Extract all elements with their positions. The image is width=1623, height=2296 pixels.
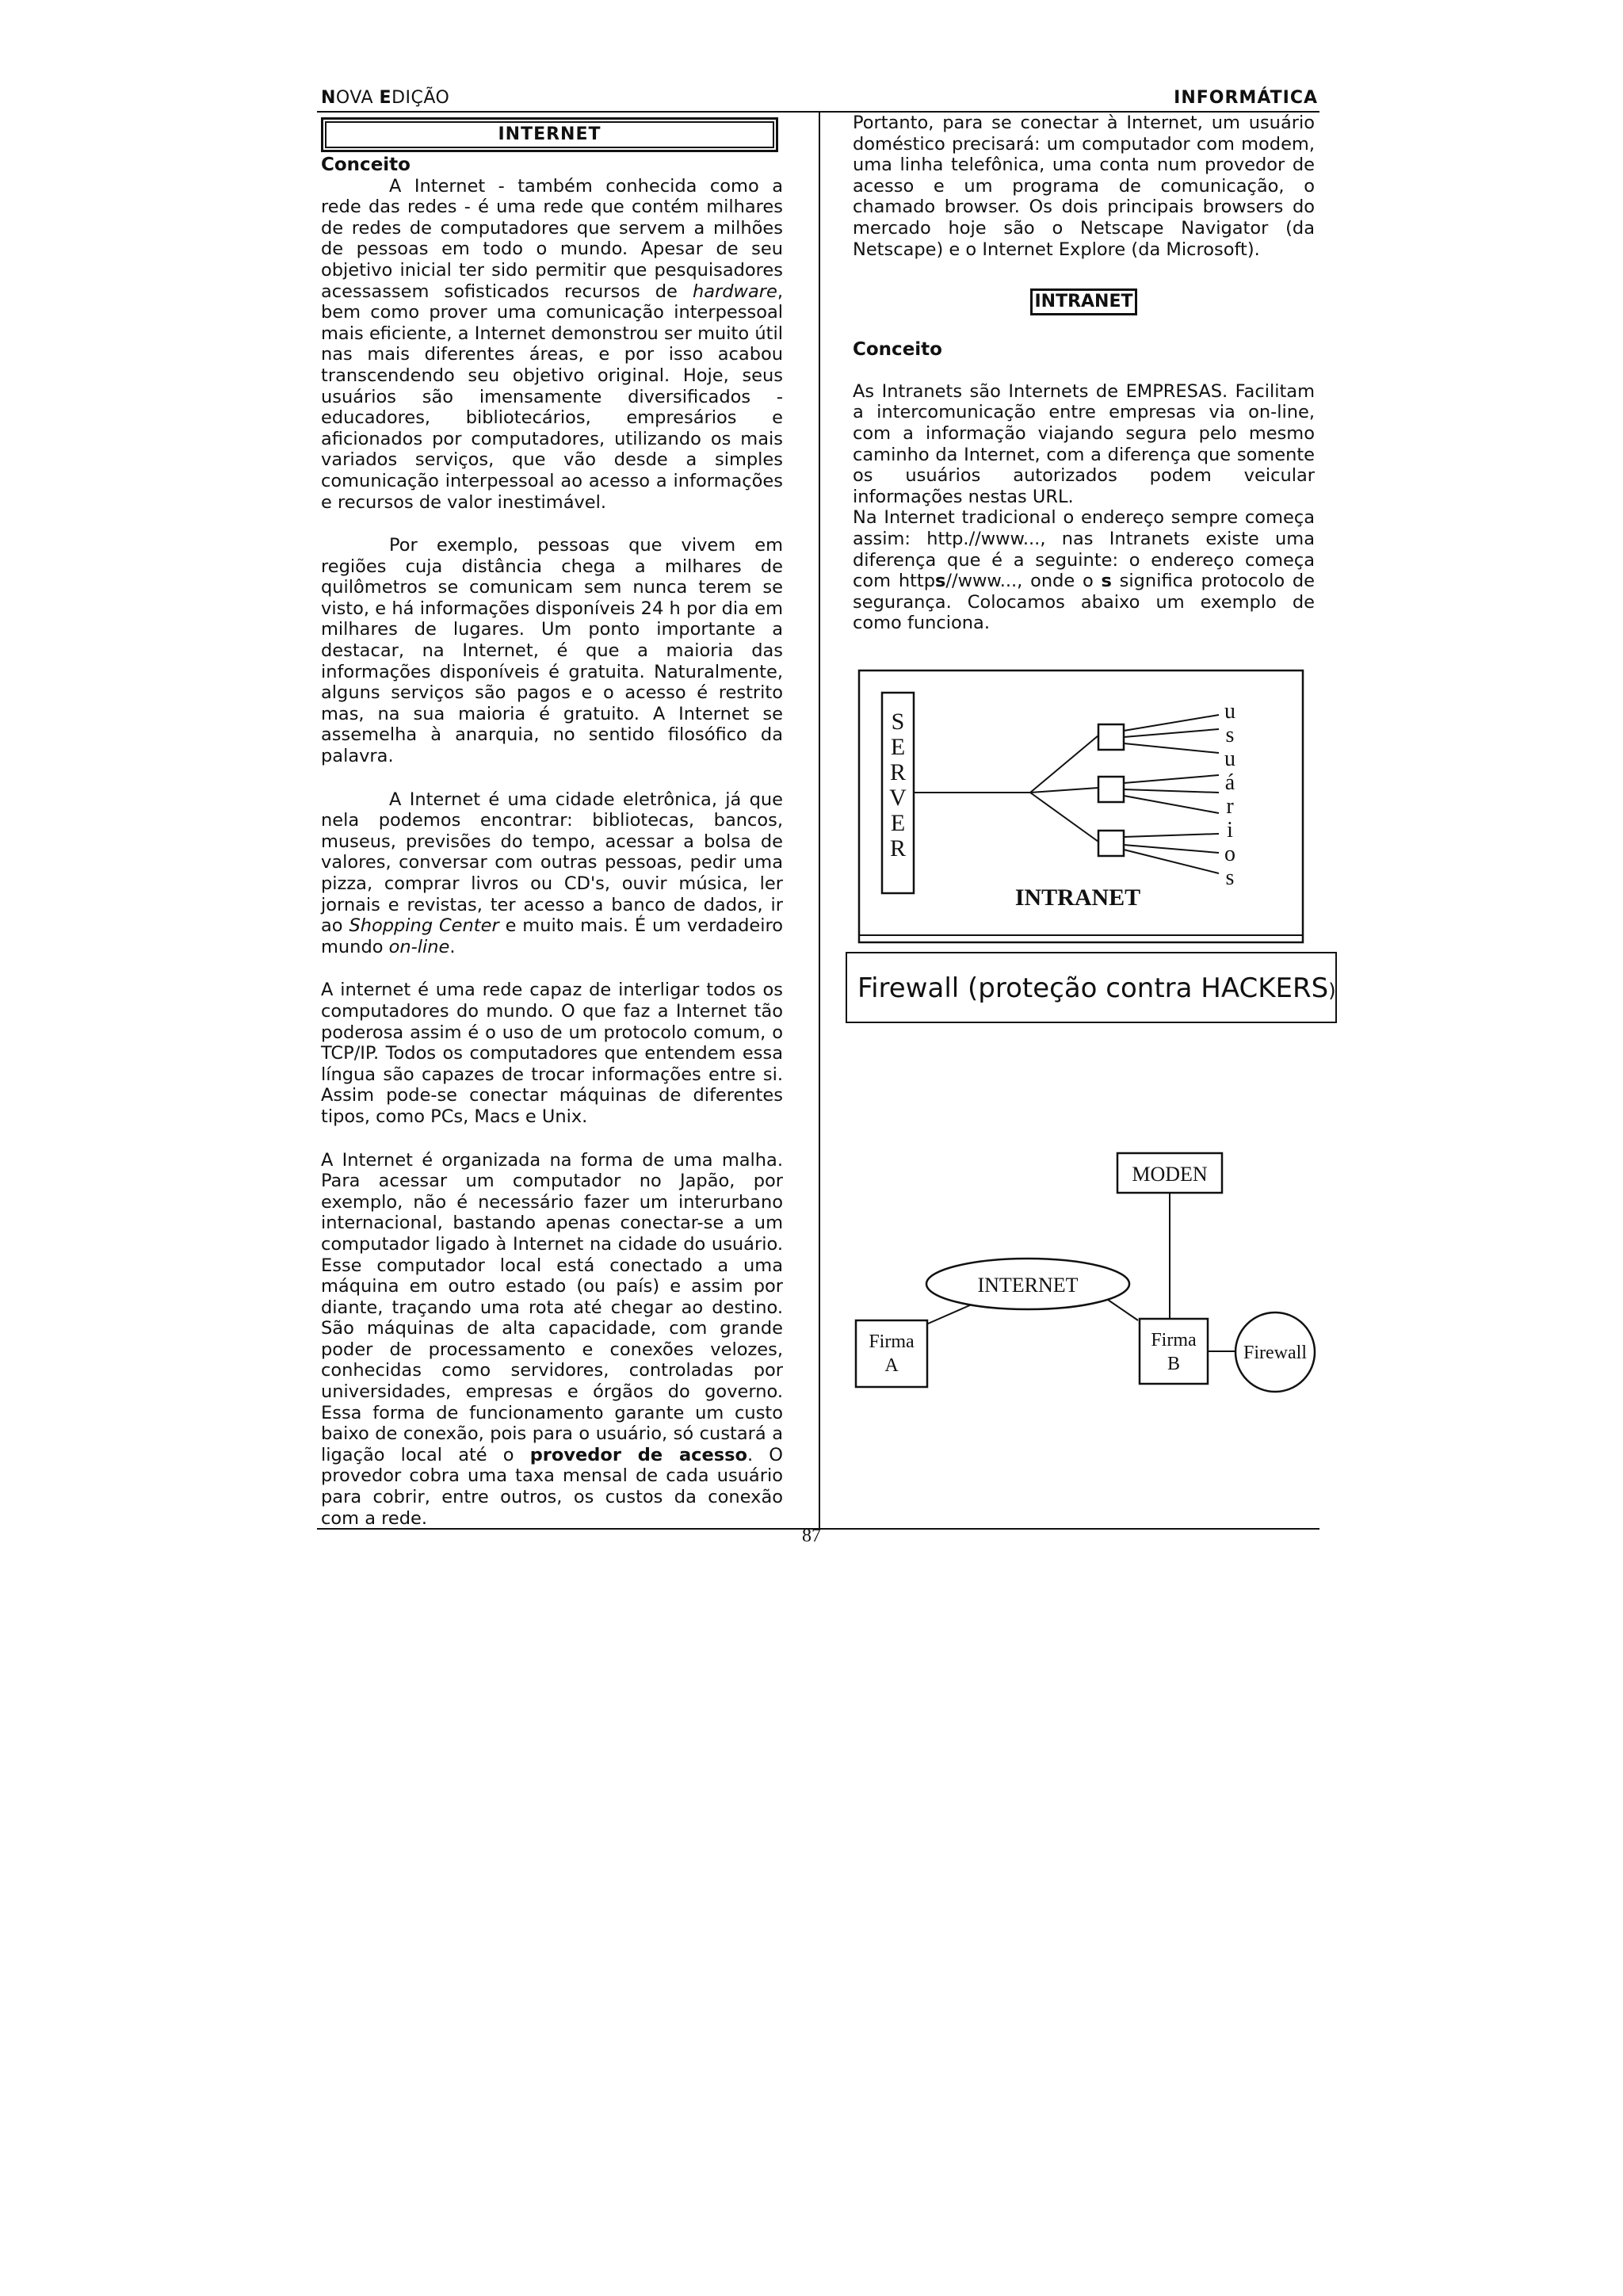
connector-line bbox=[1108, 1300, 1138, 1320]
users-letters bbox=[1224, 699, 1235, 890]
server-letter: E bbox=[890, 734, 906, 760]
paragraph: A internet é uma rede capaz de interligar todos os computadores do mundo. O que faz a Internet tão poderosa assim é o uso de um protocolo comum, o TCP/IP. Todos os computadores que entendem essa língua são capazes de trocar informações entre si. Assim pode-se conectar máquinas de diferentes tipos, como PCs, Macs e Unix. bbox=[321, 980, 783, 1127]
paragraph: Por exemplo, pessoas que vivem em regiões cuja distância chega a milhares de quilômetros se comunicam sem nunca terem se visto, e há informações disponíveis 24 h por dia em milhares de lugares. Um ponto importante a destacar, na Internet, é que a maioria das informações disponíveis é gratuita. Naturalmente, alguns serviços são pagos e o acesso é restrito mas, na sua maioria é gratuito. A Internet se assemelha à anarquia, no sentido filosófico da palavra. bbox=[321, 535, 783, 767]
server-letter: R bbox=[889, 835, 907, 861]
firma-a-label: A bbox=[884, 1355, 899, 1376]
connector-line bbox=[1030, 788, 1098, 793]
left-column bbox=[321, 117, 783, 1529]
switch-box bbox=[1098, 831, 1124, 856]
intranet-label: INTRANET bbox=[1014, 884, 1141, 911]
subhead-conceito: Conceito bbox=[853, 339, 942, 361]
users-letter: s bbox=[1225, 723, 1235, 747]
page-number: 87 bbox=[802, 1526, 821, 1546]
users-letter: r bbox=[1226, 794, 1234, 819]
firma-b-label: B bbox=[1167, 1354, 1181, 1374]
running-header-right: INFORMÁTICA bbox=[1174, 88, 1318, 108]
server-letter: E bbox=[890, 810, 906, 836]
users-letter: u bbox=[1224, 699, 1235, 724]
switch-box bbox=[1098, 777, 1124, 802]
users-letter: i bbox=[1227, 818, 1233, 842]
paragraph: Portanto, para se conectar à Internet, um usuário doméstico precisará: um computador com modem, uma linha telefônica, uma conta num provedor de acesso e um programa de comunicação, o chamado browser. Os dois principais browsers do mercado hoje são o Netscape Navigator (da Netscape) e o Internet Explore (da Microsoft). bbox=[853, 113, 1315, 260]
paragraph: A Internet - também conhecida como a rede das redes - é uma rede que contém milhares de redes de computadores que servem a milhões de pessoas em todo o mundo. Apesar de seu objetivo inicial ter sido permitir que pesquisadores acessassem sofisticados recursos de hardware, bem como prover uma comunicação interpessoal mais eficiente, a Internet demonstrou ser muito útil nas mais diferentes áreas, e por isso acabou transcendendo seu objetivo original. Hoje, seus usuários são imensamente diversificados - educadores, bibliotecários, empresários e aficionados por computadores, utilizando os mais variados serviços, que vão desde a simples comunicação interpessoal ao acesso a informações e recursos de valor inestimável. bbox=[321, 175, 783, 513]
network-diagram bbox=[840, 1141, 1347, 1411]
firewall-label: Firewall bbox=[1243, 1343, 1307, 1363]
moden-label: MODEN bbox=[1132, 1163, 1208, 1186]
users-letter: s bbox=[1225, 865, 1235, 890]
firma-a-box bbox=[856, 1320, 927, 1387]
users-letter: u bbox=[1224, 747, 1235, 771]
firma-a-label: Firma bbox=[869, 1331, 915, 1352]
subhead-conceito: Conceito bbox=[321, 155, 411, 175]
paragraph: A Internet é uma cidade eletrônica, já que nela podemos encontrar: bibliotecas, bancos, museus, previsões do tempo, acessar a bolsa de valores, conversar com outras pessoas, pedir uma pizza, comprar livros ou CD's, ouvir música, ler jornais e revistas, ter acesso a banco de dados, ir ao Shopping Center e muito mais. É um verdadeiro mundo on-line. bbox=[321, 789, 783, 957]
connector-line bbox=[1030, 735, 1098, 793]
user-lines bbox=[1124, 715, 1219, 873]
right-column bbox=[853, 113, 1315, 634]
paragraph: As Intranets são Internets de EMPRESAS. Facilitam a intercomunicação entre empresas via on-line, com a informação viajando segura pelo mesmo caminho da Internet, com a diferença que somente os usuários autorizados podem veicular informações nestas URL. bbox=[853, 380, 1315, 507]
firma-b-label: Firma bbox=[1151, 1330, 1197, 1350]
connector-line bbox=[921, 1305, 972, 1327]
server-letter: S bbox=[891, 709, 905, 735]
server-letter: R bbox=[889, 759, 907, 785]
connector-line bbox=[1030, 793, 1098, 842]
users-letter: á bbox=[1224, 770, 1235, 795]
section-title-internet: INTERNET bbox=[321, 117, 778, 152]
firewall-caption: Firewall (proteção contra HACKERS) bbox=[857, 972, 1336, 1004]
column-divider bbox=[819, 111, 820, 1530]
server-letters bbox=[889, 709, 907, 861]
paragraph: A Internet é organizada na forma de uma malha. Para acessar um computador no Japão, por exemplo, não é necessário fazer um interurbano internacional, bastando apenas conectar-se a um computador ligado à Internet na cidade do usuário. Esse computador local está conectado a uma máquina em outro estado (ou país) e assim por diante, traçando uma rota até chegar ao destino. São máquinas de alta capacidade, com grande poder de processamento e conexões velozes, conhecidas como servidores, controladas por universidades, empresas e órgãos do governo. Essa forma de funcionamento garante um custo baixo de conexão, pois para o usuário, só custará a ligação local até o provedor de acesso. O provedor cobra uma taxa mensal de cada usuário para cobrir, entre outros, os custos da conexão com a rede. bbox=[321, 1149, 783, 1529]
paragraph: Na Internet tradicional o endereço sempre começa assim: http.//www..., nas Intranets existe uma diferença que é a seguinte: o endereço começa com https//www..., onde o s significa protocolo de segurança. Colocamos abaixo um exemplo de como funciona. bbox=[853, 507, 1315, 634]
switch-box bbox=[1098, 724, 1124, 750]
server-letter: V bbox=[889, 785, 907, 811]
intranet-diagram bbox=[840, 666, 1347, 1030]
users-letter: o bbox=[1224, 842, 1235, 866]
running-header-left: NOVA EDIÇÃO bbox=[321, 88, 450, 108]
section-title-intranet: INTRANET bbox=[1030, 288, 1136, 315]
internet-label: INTERNET bbox=[977, 1274, 1079, 1297]
